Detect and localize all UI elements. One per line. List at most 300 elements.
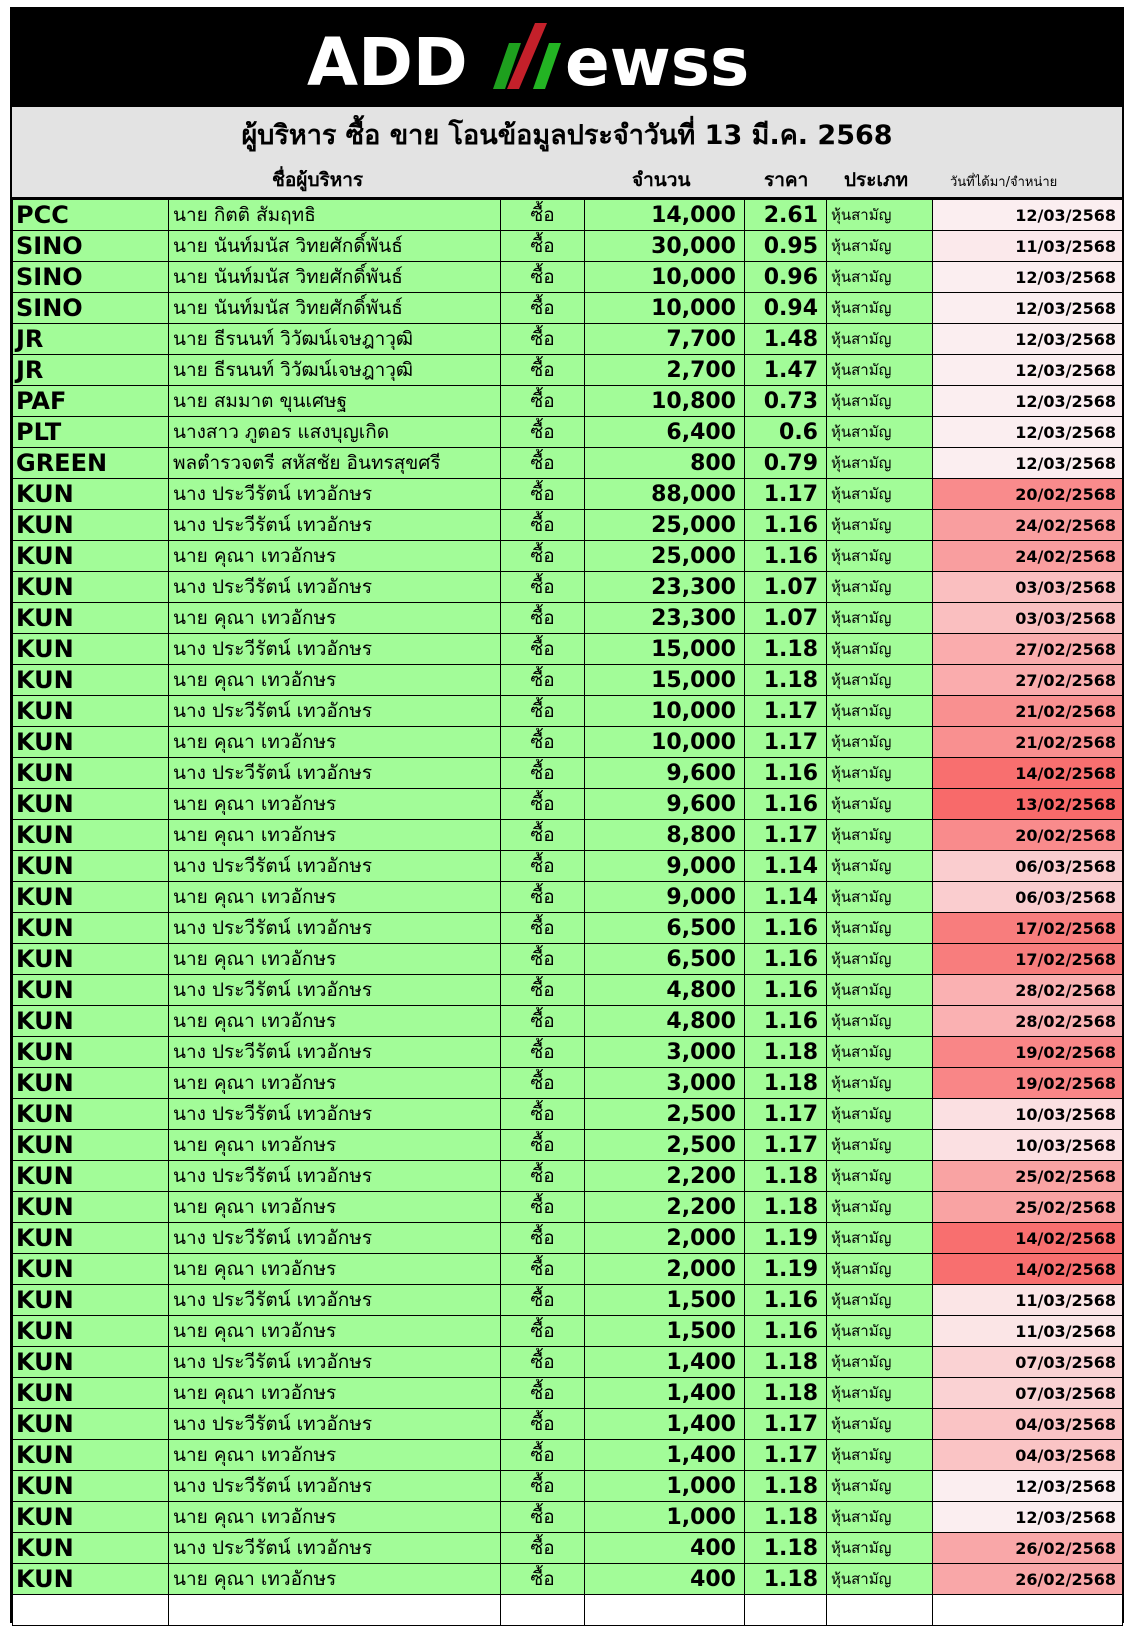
quantity-cell: 2,000: [585, 1223, 745, 1254]
quantity-cell: 1,400: [585, 1378, 745, 1409]
action-cell: ซื้อ: [501, 1223, 585, 1254]
transaction-date-cell: 25/02/2568: [933, 1161, 1123, 1192]
symbol-cell: KUN: [13, 1533, 169, 1564]
executive-name-cell: นาย คุณา เทวอักษร: [169, 882, 501, 913]
executive-name-cell: นาย คุณา เทวอักษร: [169, 1440, 501, 1471]
action-cell: ซื้อ: [501, 1316, 585, 1347]
action-cell: ซื้อ: [501, 510, 585, 541]
quantity-cell: 2,200: [585, 1161, 745, 1192]
executive-name-cell: นาย คุณา เทวอักษร: [169, 1378, 501, 1409]
executive-name-cell: นาย คุณา เทวอักษร: [169, 1192, 501, 1223]
table-row: [13, 1316, 1123, 1347]
executive-name-cell: นาง ประวีรัตน์ เทวอักษร: [169, 510, 501, 541]
symbol-cell: KUN: [13, 1254, 169, 1285]
symbol-cell: SINO: [13, 262, 169, 293]
action-cell: ซื้อ: [501, 1130, 585, 1161]
security-type-cell: หุ้นสามัญ: [827, 634, 933, 665]
quantity-cell: 2,000: [585, 1254, 745, 1285]
symbol-cell: KUN: [13, 479, 169, 510]
executive-name-cell: นาง ประวีรัตน์ เทวอักษร: [169, 851, 501, 882]
table-row: [13, 1440, 1123, 1471]
price-cell: 1.18: [745, 1378, 827, 1409]
transaction-date-cell: 27/02/2568: [933, 634, 1123, 665]
security-type-cell: หุ้นสามัญ: [827, 1316, 933, 1347]
table-row: [13, 913, 1123, 944]
header-quantity: จำนวน: [632, 169, 691, 191]
symbol-cell: KUN: [13, 1130, 169, 1161]
transaction-date-cell: 19/02/2568: [933, 1068, 1123, 1099]
table-row: [13, 1471, 1123, 1502]
price-cell: 1.16: [745, 1006, 827, 1037]
symbol-cell: KUN: [13, 1409, 169, 1440]
transaction-date-cell: 06/03/2568: [933, 851, 1123, 882]
security-type-cell: หุ้นสามัญ: [827, 1130, 933, 1161]
transaction-date-cell: 24/02/2568: [933, 510, 1123, 541]
header-price: ราคา: [764, 169, 809, 191]
transaction-date-cell: 10/03/2568: [933, 1130, 1123, 1161]
executive-name-cell: นาย คุณา เทวอักษร: [169, 541, 501, 572]
symbol-cell: SINO: [13, 231, 169, 262]
price-cell: 1.16: [745, 913, 827, 944]
quantity-cell: 2,500: [585, 1130, 745, 1161]
logo-text-add: ADD: [307, 24, 468, 101]
executive-name-cell: นาย คุณา เทวอักษร: [169, 1316, 501, 1347]
header-date: วันที่ได้มา/จำหน่าย: [950, 175, 1058, 190]
table-row: [13, 231, 1123, 262]
executive-name-cell: นาง ประวีรัตน์ เทวอักษร: [169, 1471, 501, 1502]
security-type-cell: หุ้นสามัญ: [827, 1471, 933, 1502]
transaction-date-cell: 12/03/2568: [933, 355, 1123, 386]
table-row: [13, 1130, 1123, 1161]
symbol-cell: KUN: [13, 1316, 169, 1347]
table-row: [13, 1378, 1123, 1409]
action-cell: ซื้อ: [501, 1409, 585, 1440]
transaction-date-cell: 12/03/2568: [933, 448, 1123, 479]
action-cell: ซื้อ: [501, 727, 585, 758]
price-cell: 1.18: [745, 1192, 827, 1223]
action-cell: ซื้อ: [501, 1347, 585, 1378]
transaction-date-cell: 24/02/2568: [933, 541, 1123, 572]
quantity-cell: 1,000: [585, 1471, 745, 1502]
security-type-cell: หุ้นสามัญ: [827, 913, 933, 944]
symbol-cell: GREEN: [13, 448, 169, 479]
price-cell: 1.16: [745, 975, 827, 1006]
action-cell: ซื้อ: [501, 1099, 585, 1130]
executive-name-cell: นาย นันท์มนัส วิทยศักดิ์พันธ์: [169, 293, 501, 324]
page-title: ผู้บริหาร ซื้อ ขาย โอนข้อมูลประจำวันที่ 13 มี.ค. 2568: [241, 120, 893, 151]
security-type-cell: หุ้นสามัญ: [827, 541, 933, 572]
quantity-cell: 10,000: [585, 293, 745, 324]
transactions-table: [12, 199, 1123, 1626]
action-cell: ซื้อ: [501, 1285, 585, 1316]
transaction-date-cell: 28/02/2568: [933, 1006, 1123, 1037]
executive-name-cell: นาย คุณา เทวอักษร: [169, 820, 501, 851]
security-type-cell: หุ้นสามัญ: [827, 293, 933, 324]
symbol-cell: JR: [13, 355, 169, 386]
symbol-cell: KUN: [13, 665, 169, 696]
security-type-cell: หุ้นสามัญ: [827, 1223, 933, 1254]
executive-name-cell: นาย สมมาต ขุนเศษฐ: [169, 386, 501, 417]
security-type-cell: หุ้นสามัญ: [827, 1440, 933, 1471]
quantity-cell: 4,800: [585, 975, 745, 1006]
executive-name-cell: นาง ประวีรัตน์ เทวอักษร: [169, 572, 501, 603]
security-type-cell: หุ้นสามัญ: [827, 1285, 933, 1316]
action-cell: ซื้อ: [501, 975, 585, 1006]
quantity-cell: 1,500: [585, 1316, 745, 1347]
action-cell: ซื้อ: [501, 665, 585, 696]
action-cell: ซื้อ: [501, 1502, 585, 1533]
executive-name-cell: นาย คุณา เทวอักษร: [169, 727, 501, 758]
transaction-date-cell: 26/02/2568: [933, 1564, 1123, 1595]
transaction-date-cell: 14/02/2568: [933, 1254, 1123, 1285]
table-row: [13, 1502, 1123, 1533]
security-type-cell: หุ้นสามัญ: [827, 1099, 933, 1130]
table-row: [13, 541, 1123, 572]
table-row: [13, 665, 1123, 696]
security-type-cell: หุ้นสามัญ: [827, 789, 933, 820]
transaction-date-cell: 13/02/2568: [933, 789, 1123, 820]
executive-name-cell: นาย คุณา เทวอักษร: [169, 944, 501, 975]
table-row: [13, 1006, 1123, 1037]
symbol-cell: KUN: [13, 1223, 169, 1254]
executive-name-cell: นาย คุณา เทวอักษร: [169, 1254, 501, 1285]
action-cell: ซื้อ: [501, 448, 585, 479]
table-row: [13, 1192, 1123, 1223]
executive-name-cell: นางสาว ภูตอร แสงบุญเกิด: [169, 417, 501, 448]
action-cell: ซื้อ: [501, 262, 585, 293]
security-type-cell: หุ้นสามัญ: [827, 448, 933, 479]
security-type-cell: หุ้นสามัญ: [827, 231, 933, 262]
security-type-cell: หุ้นสามัญ: [827, 1409, 933, 1440]
quantity-cell: 3,000: [585, 1068, 745, 1099]
executive-name-cell: นาย นันท์มนัส วิทยศักดิ์พันธ์: [169, 231, 501, 262]
logo-n-mark: [493, 23, 561, 89]
action-cell: ซื้อ: [501, 1037, 585, 1068]
action-cell: ซื้อ: [501, 1378, 585, 1409]
quantity-cell: 2,500: [585, 1099, 745, 1130]
executive-name-cell: นาย คุณา เทวอักษร: [169, 665, 501, 696]
price-cell: 1.16: [745, 758, 827, 789]
transaction-date-cell: 12/03/2568: [933, 386, 1123, 417]
price-cell: 1.14: [745, 882, 827, 913]
empty-cell: [827, 1595, 933, 1626]
executive-name-cell: พลตำรวจตรี สหัสชัย อินทรสุขศรี: [169, 448, 501, 479]
security-type-cell: หุ้นสามัญ: [827, 882, 933, 913]
quantity-cell: 15,000: [585, 634, 745, 665]
quantity-cell: 3,000: [585, 1037, 745, 1068]
transaction-date-cell: 21/02/2568: [933, 727, 1123, 758]
transaction-date-cell: 04/03/2568: [933, 1440, 1123, 1471]
quantity-cell: 2,200: [585, 1192, 745, 1223]
security-type-cell: หุ้นสามัญ: [827, 1192, 933, 1223]
quantity-cell: 10,000: [585, 696, 745, 727]
executive-name-cell: นาง ประวีรัตน์ เทวอักษร: [169, 975, 501, 1006]
executive-name-cell: นาง ประวีรัตน์ เทวอักษร: [169, 1409, 501, 1440]
empty-cell: [585, 1595, 745, 1626]
table-row: [13, 1223, 1123, 1254]
action-cell: ซื้อ: [501, 1068, 585, 1099]
table-row: [13, 1564, 1123, 1595]
executive-name-cell: นาง ประวีรัตน์ เทวอักษร: [169, 913, 501, 944]
symbol-cell: KUN: [13, 696, 169, 727]
action-cell: ซื้อ: [501, 789, 585, 820]
security-type-cell: หุ้นสามัญ: [827, 355, 933, 386]
header-name: ชื่อผู้บริหาร: [272, 169, 364, 191]
price-cell: 1.18: [745, 1502, 827, 1533]
quantity-cell: 10,000: [585, 262, 745, 293]
action-cell: ซื้อ: [501, 1161, 585, 1192]
table-row: [13, 634, 1123, 665]
executive-name-cell: นาง ประวีรัตน์ เทวอักษร: [169, 634, 501, 665]
executive-name-cell: นาง ประวีรัตน์ เทวอักษร: [169, 479, 501, 510]
security-type-cell: หุ้นสามัญ: [827, 1564, 933, 1595]
symbol-cell: SINO: [13, 293, 169, 324]
security-type-cell: หุ้นสามัญ: [827, 386, 933, 417]
price-cell: 1.17: [745, 1099, 827, 1130]
quantity-cell: 25,000: [585, 541, 745, 572]
symbol-cell: KUN: [13, 1502, 169, 1533]
action-cell: ซื้อ: [501, 820, 585, 851]
security-type-cell: หุ้นสามัญ: [827, 1037, 933, 1068]
price-cell: 1.16: [745, 510, 827, 541]
quantity-cell: 9,600: [585, 758, 745, 789]
executive-name-cell: นาง ประวีรัตน์ เทวอักษร: [169, 758, 501, 789]
security-type-cell: หุ้นสามัญ: [827, 479, 933, 510]
table-row: [13, 200, 1123, 231]
security-type-cell: หุ้นสามัญ: [827, 1502, 933, 1533]
table-row: [13, 758, 1123, 789]
executive-name-cell: นาง ประวีรัตน์ เทวอักษร: [169, 1533, 501, 1564]
security-type-cell: หุ้นสามัญ: [827, 262, 933, 293]
quantity-cell: 1,400: [585, 1409, 745, 1440]
action-cell: ซื้อ: [501, 851, 585, 882]
symbol-cell: KUN: [13, 634, 169, 665]
table-row: [13, 510, 1123, 541]
action-cell: ซื้อ: [501, 696, 585, 727]
action-cell: ซื้อ: [501, 1440, 585, 1471]
executive-name-cell: นาย คุณา เทวอักษร: [169, 789, 501, 820]
action-cell: ซื้อ: [501, 1192, 585, 1223]
action-cell: ซื้อ: [501, 1533, 585, 1564]
price-cell: 0.73: [745, 386, 827, 417]
symbol-cell: KUN: [13, 1161, 169, 1192]
logo-banner: [12, 9, 1122, 107]
price-cell: 0.96: [745, 262, 827, 293]
executive-name-cell: นาง ประวีรัตน์ เทวอักษร: [169, 1037, 501, 1068]
symbol-cell: JR: [13, 324, 169, 355]
transaction-date-cell: 11/03/2568: [933, 231, 1123, 262]
quantity-cell: 6,400: [585, 417, 745, 448]
executive-name-cell: นาย คุณา เทวอักษร: [169, 1130, 501, 1161]
security-type-cell: หุ้นสามัญ: [827, 665, 933, 696]
empty-cell: [501, 1595, 585, 1626]
executive-name-cell: นาย คุณา เทวอักษร: [169, 1502, 501, 1533]
transaction-date-cell: 25/02/2568: [933, 1192, 1123, 1223]
quantity-cell: 4,800: [585, 1006, 745, 1037]
security-type-cell: หุ้นสามัญ: [827, 572, 933, 603]
security-type-cell: หุ้นสามัญ: [827, 603, 933, 634]
action-cell: ซื้อ: [501, 417, 585, 448]
action-cell: ซื้อ: [501, 913, 585, 944]
quantity-cell: 15,000: [585, 665, 745, 696]
action-cell: ซื้อ: [501, 231, 585, 262]
quantity-cell: 2,700: [585, 355, 745, 386]
table-row: [13, 1068, 1123, 1099]
quantity-cell: 1,500: [585, 1285, 745, 1316]
quantity-cell: 1,400: [585, 1347, 745, 1378]
quantity-cell: 9,000: [585, 882, 745, 913]
quantity-cell: 9,000: [585, 851, 745, 882]
empty-cell: [13, 1595, 169, 1626]
security-type-cell: หุ้นสามัญ: [827, 200, 933, 231]
table-row: [13, 727, 1123, 758]
symbol-cell: KUN: [13, 603, 169, 634]
quantity-cell: 9,600: [585, 789, 745, 820]
symbol-cell: KUN: [13, 789, 169, 820]
price-cell: 0.94: [745, 293, 827, 324]
table-row: [13, 1099, 1123, 1130]
table-row: [13, 975, 1123, 1006]
symbol-cell: KUN: [13, 1037, 169, 1068]
transaction-date-cell: 12/03/2568: [933, 200, 1123, 231]
quantity-cell: 30,000: [585, 231, 745, 262]
header-type: ประเภท: [844, 169, 909, 191]
price-cell: 1.17: [745, 479, 827, 510]
action-cell: ซื้อ: [501, 293, 585, 324]
price-cell: 1.18: [745, 1471, 827, 1502]
price-cell: 1.48: [745, 324, 827, 355]
price-cell: 1.16: [745, 789, 827, 820]
transaction-date-cell: 04/03/2568: [933, 1409, 1123, 1440]
price-cell: 1.18: [745, 1068, 827, 1099]
transaction-date-cell: 11/03/2568: [933, 1285, 1123, 1316]
security-type-cell: หุ้นสามัญ: [827, 975, 933, 1006]
quantity-cell: 23,300: [585, 572, 745, 603]
table-row: [13, 448, 1123, 479]
executive-name-cell: นาง ประวีรัตน์ เทวอักษร: [169, 1285, 501, 1316]
symbol-cell: KUN: [13, 1068, 169, 1099]
empty-cell: [933, 1595, 1123, 1626]
action-cell: ซื้อ: [501, 758, 585, 789]
security-type-cell: หุ้นสามัญ: [827, 851, 933, 882]
transaction-date-cell: 12/03/2568: [933, 417, 1123, 448]
table-row: [13, 1285, 1123, 1316]
table-row: [13, 1533, 1123, 1564]
title-header: [12, 107, 1122, 199]
symbol-cell: KUN: [13, 851, 169, 882]
action-cell: ซื้อ: [501, 541, 585, 572]
executive-name-cell: นาย คุณา เทวอักษร: [169, 1006, 501, 1037]
action-cell: ซื้อ: [501, 1006, 585, 1037]
quantity-cell: 400: [585, 1533, 745, 1564]
transaction-date-cell: 12/03/2568: [933, 1502, 1123, 1533]
action-cell: ซื้อ: [501, 572, 585, 603]
transaction-date-cell: 11/03/2568: [933, 1316, 1123, 1347]
transaction-date-cell: 21/02/2568: [933, 696, 1123, 727]
transaction-date-cell: 19/02/2568: [933, 1037, 1123, 1068]
executive-name-cell: นาย คุณา เทวอักษร: [169, 1564, 501, 1595]
symbol-cell: PLT: [13, 417, 169, 448]
price-cell: 1.18: [745, 1564, 827, 1595]
symbol-cell: KUN: [13, 1285, 169, 1316]
executive-name-cell: นาง ประวีรัตน์ เทวอักษร: [169, 1161, 501, 1192]
quantity-cell: 800: [585, 448, 745, 479]
security-type-cell: หุ้นสามัญ: [827, 510, 933, 541]
executive-name-cell: นาย กิตติ สัมฤทธิ: [169, 200, 501, 231]
symbol-cell: KUN: [13, 820, 169, 851]
action-cell: ซื้อ: [501, 386, 585, 417]
price-cell: 1.18: [745, 1533, 827, 1564]
table-row: [13, 324, 1123, 355]
action-cell: ซื้อ: [501, 1564, 585, 1595]
price-cell: 1.17: [745, 696, 827, 727]
table-row: [13, 1254, 1123, 1285]
table-row: [13, 479, 1123, 510]
transaction-date-cell: 20/02/2568: [933, 479, 1123, 510]
price-cell: 1.18: [745, 1161, 827, 1192]
symbol-cell: KUN: [13, 758, 169, 789]
security-type-cell: หุ้นสามัญ: [827, 727, 933, 758]
empty-cell: [169, 1595, 501, 1626]
action-cell: ซื้อ: [501, 200, 585, 231]
transaction-date-cell: 12/03/2568: [933, 1471, 1123, 1502]
price-cell: 1.16: [745, 541, 827, 572]
symbol-cell: KUN: [13, 1192, 169, 1223]
security-type-cell: หุ้นสามัญ: [827, 1161, 933, 1192]
action-cell: ซื้อ: [501, 882, 585, 913]
report-sheet: [10, 7, 1124, 1623]
price-cell: 1.16: [745, 944, 827, 975]
table-row: [13, 1347, 1123, 1378]
price-cell: 0.79: [745, 448, 827, 479]
symbol-cell: KUN: [13, 1378, 169, 1409]
security-type-cell: หุ้นสามัญ: [827, 696, 933, 727]
price-cell: 0.95: [745, 231, 827, 262]
symbol-cell: KUN: [13, 944, 169, 975]
executive-name-cell: นาง ประวีรัตน์ เทวอักษร: [169, 1347, 501, 1378]
price-cell: 1.17: [745, 1130, 827, 1161]
table-row: [13, 789, 1123, 820]
security-type-cell: หุ้นสามัญ: [827, 417, 933, 448]
security-type-cell: หุ้นสามัญ: [827, 1533, 933, 1564]
symbol-cell: KUN: [13, 541, 169, 572]
symbol-cell: KUN: [13, 510, 169, 541]
table-body: [13, 200, 1123, 1626]
executive-name-cell: นาย คุณา เทวอักษร: [169, 1068, 501, 1099]
quantity-cell: 1,000: [585, 1502, 745, 1533]
security-type-cell: หุ้นสามัญ: [827, 1378, 933, 1409]
transaction-date-cell: 27/02/2568: [933, 665, 1123, 696]
transaction-date-cell: 20/02/2568: [933, 820, 1123, 851]
symbol-cell: KUN: [13, 975, 169, 1006]
logo-text-ewss: ewss: [565, 24, 750, 101]
action-cell: ซื้อ: [501, 1254, 585, 1285]
executive-name-cell: นาง ประวีรัตน์ เทวอักษร: [169, 696, 501, 727]
quantity-cell: 25,000: [585, 510, 745, 541]
table-row: [13, 820, 1123, 851]
security-type-cell: หุ้นสามัญ: [827, 1254, 933, 1285]
symbol-cell: KUN: [13, 1099, 169, 1130]
transaction-date-cell: 12/03/2568: [933, 324, 1123, 355]
quantity-cell: 10,800: [585, 386, 745, 417]
table-row: [13, 262, 1123, 293]
price-cell: 1.17: [745, 1440, 827, 1471]
table-row: [13, 882, 1123, 913]
quantity-cell: 400: [585, 1564, 745, 1595]
table-row: [13, 417, 1123, 448]
action-cell: ซื้อ: [501, 324, 585, 355]
security-type-cell: หุ้นสามัญ: [827, 1006, 933, 1037]
